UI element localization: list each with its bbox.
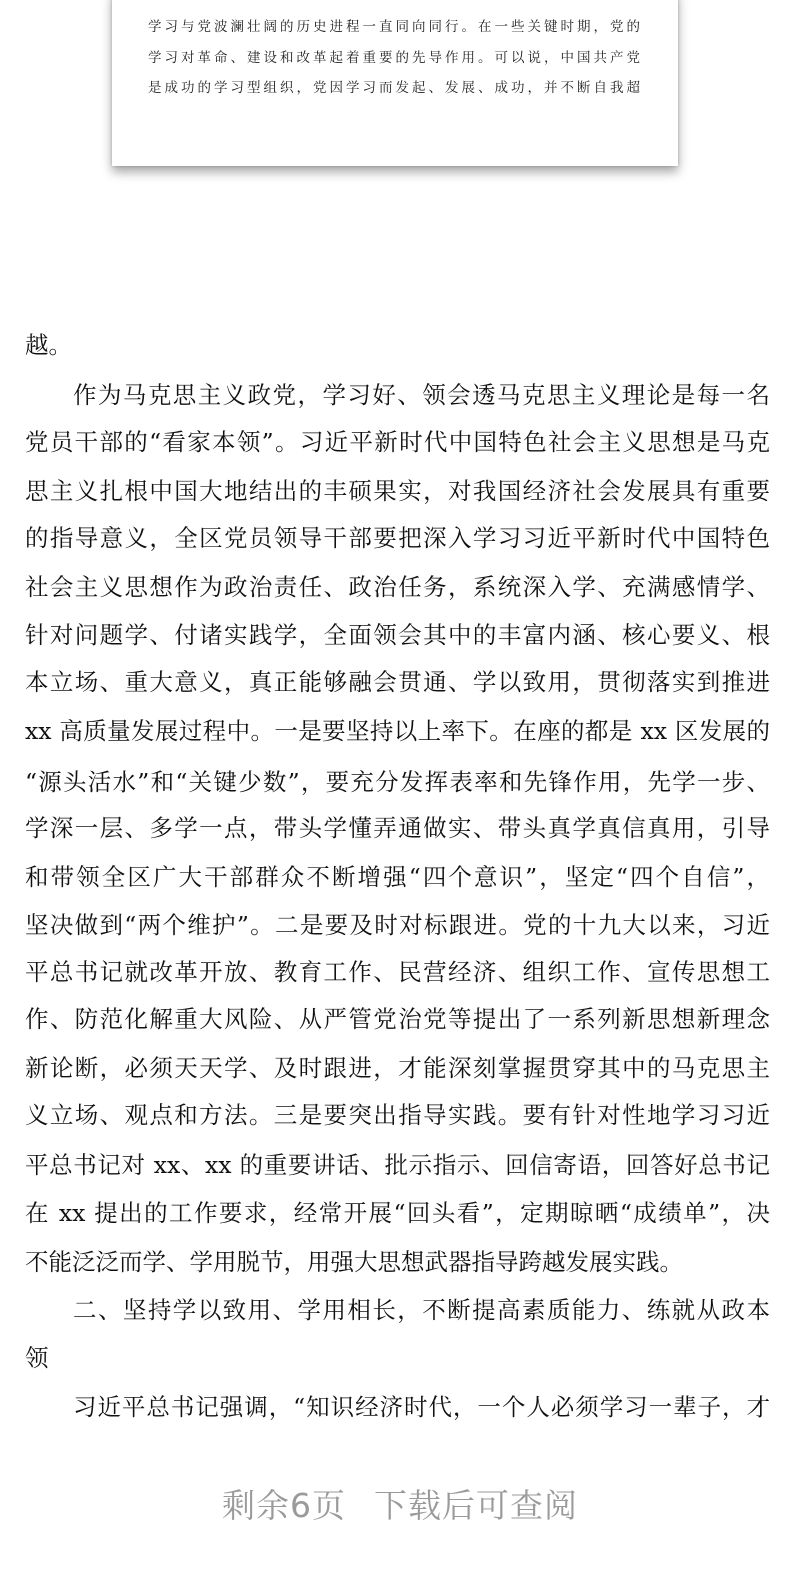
- download-label: 下载后可查阅: [374, 1486, 578, 1525]
- text-line: xx 高质量发展过程中。一是要坚持以上率下。在座的都是 xx 区发展的: [25, 717, 770, 745]
- text-line: 平总书记就改革开放、教育工作、民营经济、组织工作、宣传思想工: [25, 958, 770, 986]
- text-line: 坚决做到“两个维护”。二是要及时对标跟进。党的十九大以来，习近: [25, 911, 770, 939]
- text-line: 社会主义思想作为政治责任、政治任务，系统深入学、充满感情学、: [25, 573, 770, 601]
- text-line: 党员干部的“看家本领”。习近平新时代中国特色社会主义思想是马克: [25, 428, 770, 456]
- card-text-line: 是成功的学习型组织，党因学习而发起、发展、成功，并不断自我超: [148, 80, 640, 96]
- preview-page-card: [112, 0, 678, 166]
- text-line: 思主义扎根中国大地结出的丰硕果实，对我国经济社会发展具有重要: [25, 477, 770, 505]
- text-line: 越。: [25, 331, 72, 359]
- text-line: 义立场、观点和方法。三是要突出指导实践。要有针对性地学习习近: [25, 1101, 770, 1129]
- text-line: 针对问题学、付诸实践学，全面领会其中的丰富内涵、核心要义、根: [25, 621, 770, 649]
- text-line: “源头活水”和“关键少数”，要充分发挥表率和先锋作用，先学一步、: [25, 768, 770, 796]
- section-heading-line: 领: [25, 1344, 49, 1372]
- text-line: 和带领全区广大干部群众不断增强“四个意识”，坚定“四个自信”，: [25, 863, 770, 891]
- card-text-line: 学习与党波澜壮阔的历史进程一直同向同行。在一些关键时期，党的: [148, 19, 640, 35]
- text-line: 新论断，必须天天学、及时跟进，才能深刻掌握贯穿其中的马克思主: [25, 1054, 770, 1082]
- download-to-read-more-button[interactable]: [0, 1480, 800, 1527]
- text-line: 作、防范化解重大风险、从严管党治党等提出了一系列新思想新理念: [25, 1005, 770, 1033]
- text-line: 不能泛泛而学、学用脱节，用强大思想武器指导跨越发展实践。: [25, 1248, 683, 1276]
- remaining-pages-label: 剩余6页: [222, 1486, 346, 1525]
- card-text-line: 学习对革命、建设和改革起着重要的先导作用。可以说，中国共产党: [148, 50, 640, 66]
- text-line: 的指导意义，全区党员领导干部要把深入学习习近平新时代中国特色: [25, 524, 770, 552]
- text-line: 平总书记对 xx、xx 的重要讲话、批示指示、回信寄语，回答好总书记: [25, 1151, 770, 1179]
- text-line: 在 xx 提出的工作要求，经常开展“回头看”，定期晾晒“成绩单”，决: [25, 1199, 770, 1227]
- section-heading-line: 二、坚持学以致用、学用相长，不断提高素质能力、练就从政本: [73, 1296, 770, 1324]
- text-line: 本立场、重大意义，真正能够融会贯通、学以致用，贯彻落实到推进: [25, 668, 770, 696]
- text-line: 作为马克思主义政党，学习好、领会透马克思主义理论是每一名: [73, 381, 770, 409]
- text-line: 习近平总书记强调，“知识经济时代，一个人必须学习一辈子，才: [73, 1393, 770, 1421]
- text-line: 学深一层、多学一点，带头学懂弄通做实、带头真学真信真用，引导: [25, 814, 770, 842]
